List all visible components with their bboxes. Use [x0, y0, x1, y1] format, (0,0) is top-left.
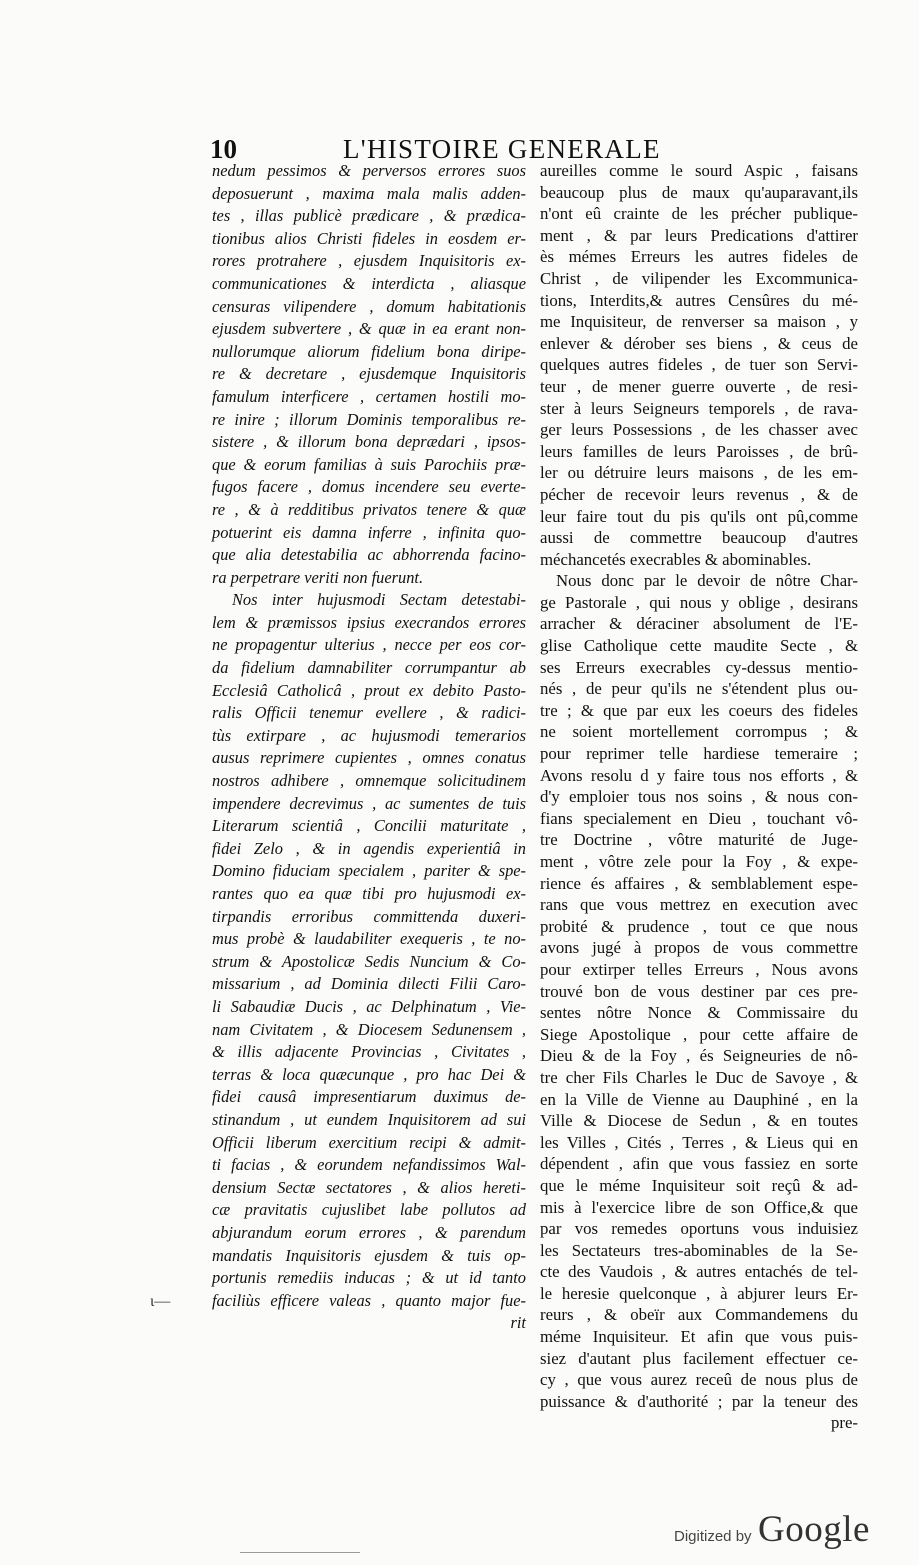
bottom-rule: [240, 1552, 360, 1553]
text-line: leur faire tout du pis qu'ils ont pû,comme: [540, 506, 858, 526]
text-line: Ville & Diocese de Sedun , & en toutes: [540, 1111, 858, 1131]
text-line: tre cher Fils Charles le Duc de Savoye , &: [540, 1067, 858, 1087]
text-line: ger leurs Possessions , de les chasser avec: [540, 420, 858, 440]
page-number: 10: [210, 134, 237, 164]
text-line: Literarum scientiâ , Concilii maturitate ,: [212, 816, 526, 836]
text-line: nam Civitatem , & Diocesem Sedunensem ,: [212, 1019, 526, 1039]
text-line: Domino fiduciam specialem , pariter & spe-: [212, 861, 526, 881]
text-line: ne soient mortellement corrompus ; &: [540, 722, 858, 742]
text-line: deposuerunt , maxima mala malis adden-: [212, 183, 526, 203]
text-line: sistere , & illorum bona deprædari , ipsos-: [212, 432, 526, 452]
text-line: dépendent , afin que vous fassiez en sorte: [540, 1154, 858, 1174]
text-line: Officii liberum exercitium recipi & admit-: [212, 1132, 526, 1152]
text-line: terras & loca quæcunque , pro hac Dei &: [212, 1064, 526, 1084]
text-line: pour reprimer telle hardiese temeraire ;: [540, 744, 858, 764]
text-line: que alia detestabilia ac abhorrenda facino-: [212, 545, 526, 565]
text-line: nullorumque aliorum fidelium bona diripe-: [212, 341, 526, 361]
text-line: ausus reprimere cupientes , omnes conatus: [212, 748, 526, 768]
text-line: rans que vous mettrez en execution avec: [540, 895, 858, 915]
text-line: Siege Apostolique , pour cette affaire de: [540, 1024, 858, 1044]
text-line: Avons resolu d y faire tous nos efforts , &: [540, 765, 858, 785]
text-line: beaucoup plus de maux qu'auparavant,ils: [540, 182, 858, 202]
text-line: impendere decrevimus , ac sumentes de tuis: [212, 793, 526, 813]
text-line: rantes quo ea quæ tibi pro hujusmodi ex-: [212, 884, 526, 903]
text-line: faciliùs efficere valeas , quanto major fue-: [212, 1290, 526, 1310]
text-line: nés , de peur qu'ils ne s'étendent plus ou-: [540, 679, 858, 699]
text-line: densium Sectæ sectatores , & alios hereti-: [212, 1177, 526, 1197]
text-line: re & decretare , ejusdemque Inquisitoris: [212, 364, 526, 384]
text-line: mus probè & laudabiliter exequeris , te no-: [212, 929, 526, 949]
text-line: tre ; & que par eux les coeurs des fideles: [540, 700, 858, 720]
text-line: ge Pastorale , qui nous y oblige , desirans: [540, 592, 858, 612]
text-line: da fidelium damnabiliter corrumpantur ab: [212, 658, 526, 678]
text-line: enlever & dérober ses biens , & ceus de: [540, 333, 858, 353]
text-line: puissance & d'authorité ; par la teneur des: [540, 1391, 858, 1411]
text-line: avons jugé à propos de vous commettre: [540, 938, 858, 958]
text-line: quelques autres fideles , de tuer son Servi-: [540, 355, 858, 375]
text-line: rores protrahere , ejusdem Inquisitoris ex-: [212, 251, 526, 271]
text-line: re inire ; illorum Dominis temporalibus re-: [212, 409, 526, 429]
text-line: Dieu & de la Foy , és Seigneuries de nô-: [540, 1046, 858, 1066]
text-line: me Inquisiteur, de renverser sa maison , y: [540, 312, 858, 332]
text-line: ra perpetrare veriti non fuerunt.: [212, 567, 424, 587]
text-line: rit: [510, 1313, 526, 1333]
text-line: cte des Vaudois , & autres entachés de tel-: [540, 1262, 858, 1282]
text-line: stinandum , ut eundem Inquisitorem ad sui: [212, 1109, 526, 1129]
text-line: missarium , ad Dominia dilecti Filii Caro-: [212, 974, 526, 994]
text-line: fidei causâ impresentiarum duximus de-: [212, 1087, 526, 1107]
text-line: en la Ville de Vienne au Dauphiné , en la: [540, 1089, 858, 1109]
text-line: tes , illas publicè prædicare , & prædica-: [212, 206, 526, 226]
text-line: cæ pravitatis cujuslibet labe pollutos ad: [212, 1200, 526, 1220]
text-line: strum & Apostolicæ Sedis Nuncium & Co-: [212, 951, 526, 971]
text-line: nostros adhibere , omnemque solicitudinem: [212, 771, 526, 791]
text-line: aussi de commettre beaucoup d'autres: [540, 528, 858, 548]
running-title: L'HISTOIRE GENERALE: [343, 134, 661, 164]
margin-mark: ι—: [150, 1293, 171, 1310]
text-line: tirpandis erroribus committenda duxeri-: [212, 906, 526, 926]
text-line: potuerint eis damna inferre , infinita quo-: [212, 522, 526, 542]
text-line: ses Erreurs execrables cy-dessus mentio-: [540, 657, 858, 677]
text-line: li Sabaudiæ Ducis , ac Delphinatum , Vie-: [212, 996, 526, 1016]
text-line: n'ont eû crainte de les précher publique-: [540, 204, 858, 224]
text-line: fugos facere , domus incendere seu everte-: [212, 477, 526, 497]
text-line: trouvé bon de vous destiner par ces pre-: [540, 981, 858, 1001]
text-line: fidei Zelo , & in agendis experientiâ in: [212, 838, 526, 858]
text-line: pour extirper telles Erreurs , Nous avons: [540, 959, 858, 979]
text-line: les Sectateurs tres-abominables de la Se-: [540, 1240, 858, 1260]
text-line: Nos inter hujusmodi Sectam detestabi-: [232, 590, 526, 610]
text-line: Christ , de vilipender les Excommunica-: [540, 268, 858, 288]
text-line: ler ou détruire leurs maisons , de les em-: [540, 463, 858, 483]
text-line: tùs extirpare , ac hujusmodi temerarios: [212, 725, 526, 745]
text-line: leurs familles de leurs Paroisses , de brû-: [540, 441, 858, 461]
latin-text-column: [212, 160, 526, 1335]
text-line: arracher & déraciner absolument de l'E-: [540, 614, 858, 634]
text-line: communicationes & interdicta , aliasque: [212, 273, 526, 293]
text-line: ralis Officii tenemur evellere , & radici-: [212, 703, 526, 723]
text-line: tions, Interdits,& autres Censûres du mé-: [540, 290, 858, 310]
text-line: ment , & par leurs Predications d'attirer: [540, 225, 858, 245]
french-text-column: [540, 160, 858, 1434]
text-line: glise Catholique cette maudite Secte , &: [540, 636, 858, 656]
text-line: ne propagentur ulterius , necce per eos cor-: [212, 635, 526, 655]
text-line: méme Inquisiteur. Et afin que vous puis-: [540, 1327, 858, 1347]
text-line: nedum pessimos & perversos errores suos: [212, 161, 526, 180]
text-line: que & eorum familias à suis Parochiis præ-: [212, 454, 526, 474]
text-line: tre Doctrine , vôtre maturité de Juge-: [540, 830, 858, 850]
text-line: d'y emploier tous nos soins , & nous con-: [540, 787, 858, 807]
text-line: ment , vôtre zele pour la Foy , & expe-: [540, 852, 858, 871]
text-line: aureilles comme le sourd Aspic , faisans: [540, 161, 858, 180]
text-line: siez d'autant plus facilement effectuer ce-: [540, 1348, 858, 1368]
text-line: Nous donc par le devoir de nôtre Char-: [556, 571, 858, 591]
text-line: teur , de mener guerre ouverte , de resi-: [540, 376, 858, 396]
text-line: lem & præmissos ipsius execrandos errores: [212, 612, 526, 632]
text-line: abjurandum eorum errores , & parendum: [212, 1222, 526, 1242]
text-line: sentes nôtre Nonce & Commissaire du: [540, 1003, 858, 1023]
text-line: ster à leurs Seigneurs temporels , de rava-: [540, 398, 858, 418]
text-line: pécher de recevoir leurs revenus , & de: [540, 484, 858, 504]
text-line: re , & à redditibus privatos tenere & quæ: [212, 499, 526, 519]
text-line: famulum interficere , certamen hostili mo-: [212, 386, 526, 406]
text-line: le heresie quelconque , à abjurer leurs Er-: [540, 1283, 858, 1303]
text-line: les Villes , Cités , Terres , & Lieus qui en: [540, 1132, 858, 1152]
text-line: cy , que vous aurez receû de nous plus de: [540, 1370, 858, 1390]
text-line: portunis remediis inducas ; & ut id tanto: [212, 1268, 526, 1288]
google-logo: Google: [758, 1509, 870, 1550]
digitized-by-label: Digitized by: [674, 1528, 752, 1545]
text-line: censuras vilipendere , domum habitationis: [212, 296, 526, 316]
text-line: & illis adjacente Provincias , Civitates ,: [212, 1042, 526, 1062]
text-line: méchancetés execrables & abominables.: [540, 549, 812, 569]
text-line: tionibus alios Christi fideles in eosdem er-: [212, 228, 526, 248]
text-line: Ecclesiâ Catholicâ , prout ex debito Pasto-: [212, 680, 526, 700]
text-line: rience és affaires , & semblablement espe-: [540, 873, 858, 893]
text-line: mandatis Inquisitoris ejusdem & tuis op-: [212, 1245, 526, 1265]
text-line: probité & prudence , tout ce que nous: [540, 916, 858, 936]
text-line: que le méme Inquisiteur soit reçû & ad-: [540, 1175, 858, 1195]
text-line: par vos remedes oportuns vous induisiez: [540, 1219, 858, 1239]
text-line: fians specialement en Dieu , touchant vô-: [540, 808, 858, 828]
text-line: ti facias , & eorundem nefandissimos Wal-: [212, 1155, 526, 1175]
text-line: ejusdem subvertere , & quæ in ea erant non-: [212, 319, 526, 339]
text-line: ès mémes Erreurs les autres fideles de: [540, 247, 858, 267]
text-line: reurs , & obeïr aux Commandemens du: [540, 1305, 858, 1325]
text-line: mis à l'exercice libre de son Office,& que: [540, 1197, 858, 1217]
text-line: pre-: [830, 1413, 858, 1433]
